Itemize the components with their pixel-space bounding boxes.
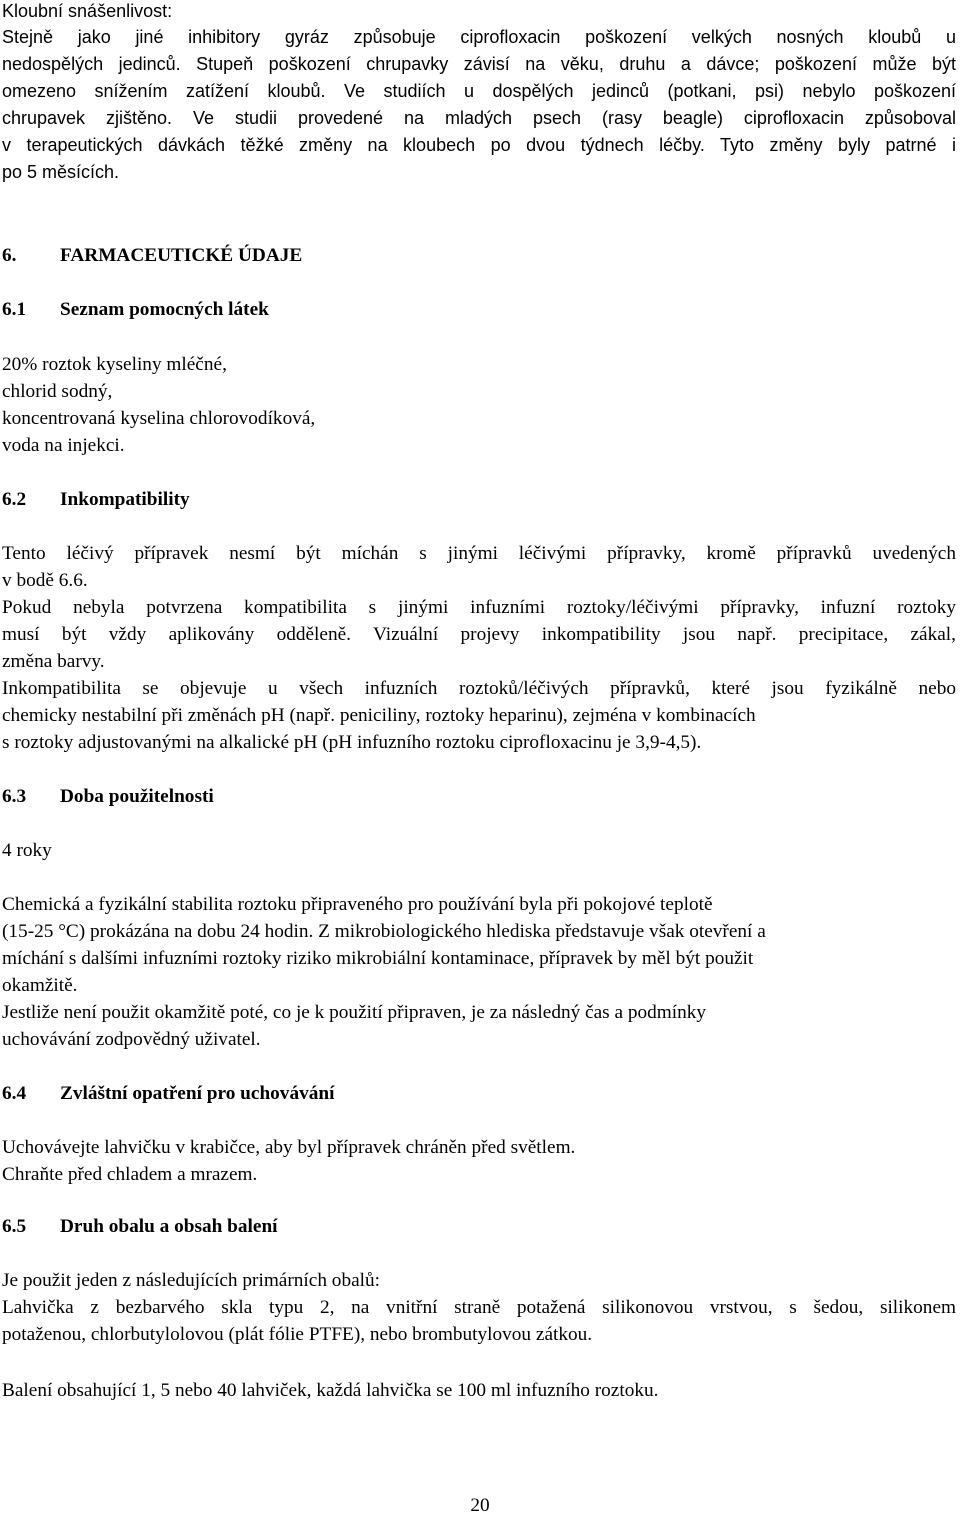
section-number: 6.3 <box>2 786 27 807</box>
section-number: 6.2 <box>2 489 27 510</box>
paragraph-line: po 5 měsících. <box>2 162 120 182</box>
paragraph-line: nedospělých jedinců. Stupeň poškození chrupavky závisí na věku, druhu a dávce; poškození může být <box>2 54 956 74</box>
paragraph-line: Tento léčivý přípravek nesmí být míchán s jinými léčivými přípravky, kromě přípravků uvedených <box>2 543 956 564</box>
shelf-life-value: 4 roky <box>2 840 52 861</box>
excipient-item: voda na injekci. <box>2 435 125 456</box>
page-number: 20 <box>470 1495 490 1516</box>
subsection-heading-6-2 <box>2 489 190 511</box>
section-title: Seznam pomocných látek <box>60 299 269 320</box>
section-number: 6.1 <box>2 299 27 320</box>
section-title: FARMACEUTICKÉ ÚDAJE <box>60 245 303 266</box>
paragraph-line: změna barvy. <box>2 651 105 672</box>
paragraph-line: Inkompatibilita se objevuje u všech infuzních roztoků/léčivých přípravků, které jsou fyzikálně nebo <box>2 678 956 699</box>
excipient-item: chlorid sodný, <box>2 381 113 402</box>
paragraph-line: potaženou, chlorbutylolovou (plát fólie PTFE), nebo brombutylovou zátkou. <box>2 1324 593 1345</box>
paragraph-line: Pokud nebyla potvrzena kompatibilita s jinými infuzními roztoky/léčivými přípravky, infuzní roztoky <box>2 597 956 618</box>
subsection-heading-6-1 <box>2 299 269 321</box>
paragraph-line: Stejně jako jiné inhibitory gyráz způsobuje ciprofloxacin poškození velkých nosných kloubů u <box>2 27 956 47</box>
paragraph-line: (15-25 °C) prokázána na dobu 24 hodin. Z mikrobiologického hlediska představuje však otevření a <box>2 921 766 942</box>
section-number: 6. <box>2 245 17 266</box>
subsection-heading-6-4 <box>2 1083 334 1105</box>
paragraph-line: v bodě 6.6. <box>2 570 88 591</box>
paragraph-line: chemicky nestabilní při změnách pH (např. peniciliny, roztoky heparinu), zejména v kombinacích <box>2 705 756 726</box>
section-title: Druh obalu a obsah balení <box>60 1216 278 1237</box>
paragraph-line: s roztoky adjustovanými na alkalické pH (pH infuzního roztoku ciprofloxacinu je 3,9-4,5). <box>2 732 702 753</box>
section-title: Inkompatibility <box>60 489 190 510</box>
paragraph-line: Chraňte před chladem a mrazem. <box>2 1164 258 1185</box>
section-title: Doba použitelnosti <box>60 786 214 807</box>
paragraph-line: omezeno snížením zatížení kloubů. Ve studiích u dospělých jedinců (potkani, psi) nebylo poškození <box>2 81 956 101</box>
paragraph-line: Je použit jeden z následujících primárních obalů: <box>2 1270 380 1291</box>
paragraph-line: míchání s dalšími infuzními roztoky riziko mikrobiální kontaminace, přípravek by měl být použit <box>2 948 754 969</box>
section-heading <box>2 245 302 267</box>
paragraph-line: Lahvička z bezbarvého skla typu 2, na vnitřní straně potažená silikonovou vrstvou, s šedou, silikonem <box>2 1297 956 1318</box>
joint-tolerance-heading: Kloubní snášenlivost: <box>2 1 173 21</box>
paragraph-line: v terapeutických dávkách těžké změny na kloubech po dvou týdnech léčby. Tyto změny byly patrné i <box>2 135 956 155</box>
paragraph-line: Jestliže není použit okamžitě poté, co je k použití připraven, je za následný čas a podmínky <box>2 1002 707 1023</box>
section-title: Zvláštní opatření pro uchovávání <box>60 1083 335 1104</box>
pack-sizes-line: Balení obsahující 1, 5 nebo 40 lahviček, každá lahvička se 100 ml infuzního roztoku. <box>2 1380 659 1401</box>
paragraph-line: musí být vždy aplikovány odděleně. Vizuální projevy inkompatibility jsou např. precipitace, zákal, <box>2 624 956 645</box>
paragraph-line: Uchovávejte lahvičku v krabičce, aby byl přípravek chráněn před světlem. <box>2 1137 576 1158</box>
section-number: 6.4 <box>2 1083 27 1104</box>
paragraph-line: Chemická a fyzikální stabilita roztoku připraveného pro používání byla při pokojové teplotě <box>2 894 713 915</box>
paragraph-line: okamžitě. <box>2 975 78 996</box>
paragraph-line: uchovávání zodpovědný uživatel. <box>2 1029 261 1050</box>
subsection-heading-6-3 <box>2 786 214 808</box>
excipient-item: 20% roztok kyseliny mléčné, <box>2 354 227 375</box>
section-number: 6.5 <box>2 1216 27 1237</box>
subsection-heading-6-5 <box>2 1216 278 1238</box>
paragraph-line: chrupavek zjištěno. Ve studii provedené na mladých psech (rasy beagle) ciprofloxacin způsoboval <box>2 108 956 128</box>
excipient-item: koncentrovaná kyselina chlorovodíková, <box>2 408 316 429</box>
